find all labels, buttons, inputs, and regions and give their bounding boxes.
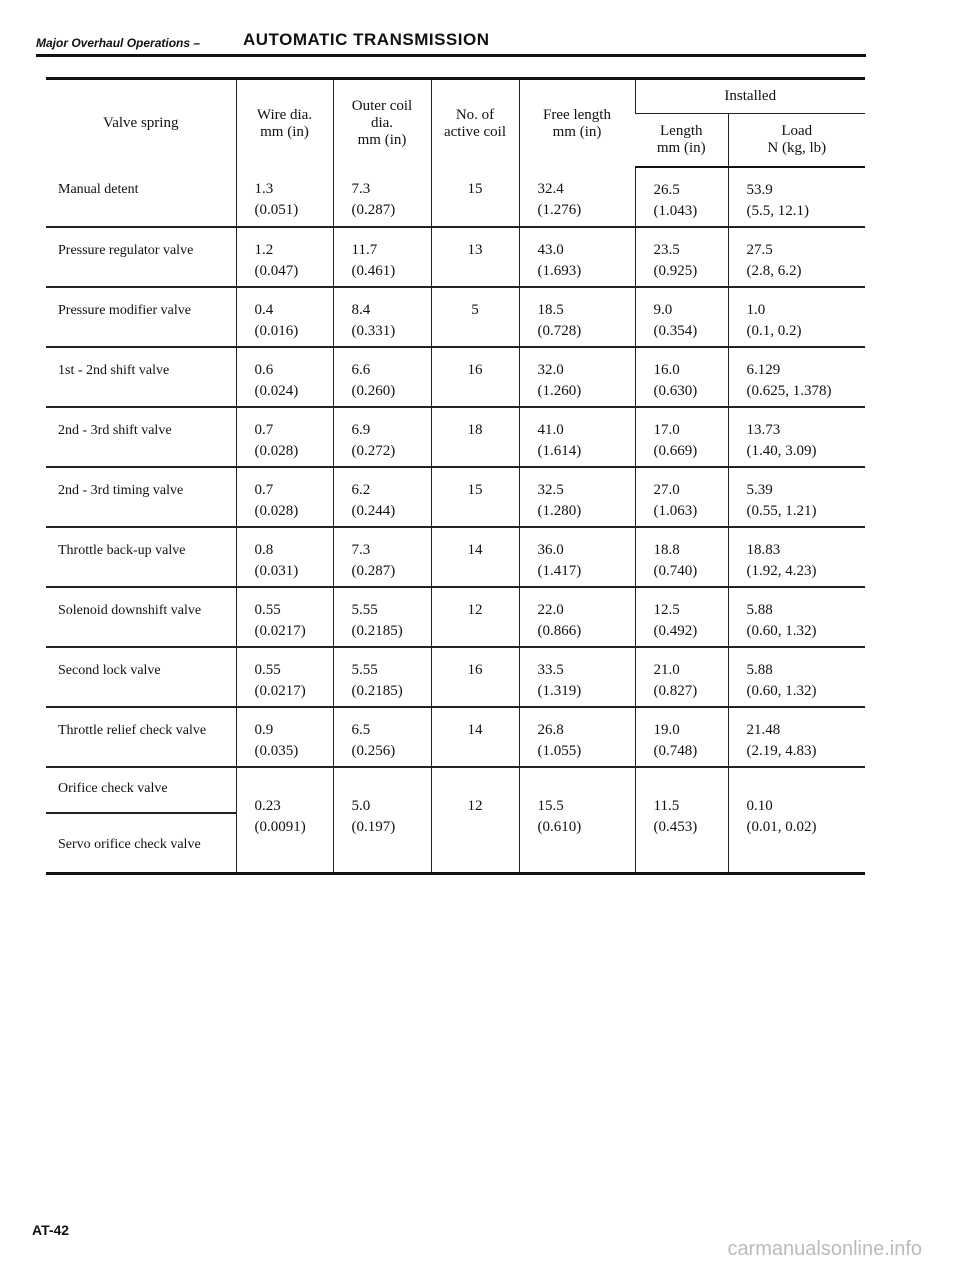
installed-length-cell: 18.8 (0.740) [635,527,728,587]
valve-name-cell: Solenoid downshift valve [46,587,236,647]
installed-load-cell: 5.88 (0.60, 1.32) [728,587,865,647]
page-title: AUTOMATIC TRANSMISSION [243,30,490,49]
header-installed-load: Load N (kg, lb) [728,114,865,168]
wire-dia-cell: 1.2 (0.047) [236,227,333,287]
outer-coil-cell: 5.0 (0.197) [333,767,431,874]
active-coil-cell: 16 [431,347,519,407]
wire-dia-cell: 0.6 (0.024) [236,347,333,407]
outer-coil-cell: 6.5 (0.256) [333,707,431,767]
valve-name-cell: 1st - 2nd shift valve [46,347,236,407]
installed-length-cell: 11.5 (0.453) [635,767,728,874]
valve-name-cell: Pressure regulator valve [46,227,236,287]
installed-length-cell: 19.0 (0.748) [635,707,728,767]
installed-load-cell: 1.0 (0.1, 0.2) [728,287,865,347]
table-row [46,287,865,347]
outer-coil-cell: 6.6 (0.260) [333,347,431,407]
valve-name-cell: Second lock valve [46,647,236,707]
wire-dia-cell: 0.23 (0.0091) [236,767,333,874]
active-coil-cell: 5 [431,287,519,347]
outer-coil-cell: 6.9 (0.272) [333,407,431,467]
table-row [46,407,865,467]
valve-spring-table [46,77,865,875]
table-row [46,167,865,227]
installed-load-cell: 5.88 (0.60, 1.32) [728,647,865,707]
wire-dia-cell: 0.7 (0.028) [236,407,333,467]
valve-name-cell [46,767,236,874]
table-row-combined [46,767,865,874]
free-length-cell: 15.5 (0.610) [519,767,635,874]
installed-load-cell: 0.10 (0.01, 0.02) [728,767,865,874]
valve-name-cell: Manual detent [46,167,236,227]
valve-name-cell: Pressure modifier valve [46,287,236,347]
header-installed-length: Length mm (in) [635,114,728,168]
installed-load-cell: 13.73 (1.40, 3.09) [728,407,865,467]
active-coil-cell: 14 [431,527,519,587]
orifice-check-valve-label: Orifice check valve [58,781,168,796]
wire-dia-cell: 1.3 (0.051) [236,167,333,227]
header-outer-coil-dia: Outer coil dia. mm (in) [333,79,431,168]
outer-coil-cell: 5.55 (0.2185) [333,647,431,707]
active-coil-cell: 12 [431,587,519,647]
active-coil-cell: 18 [431,407,519,467]
valve-name-cell: 2nd - 3rd timing valve [46,467,236,527]
free-length-cell: 32.4 (1.276) [519,167,635,227]
free-length-cell: 32.0 (1.260) [519,347,635,407]
page-number: AT-42 [32,1222,70,1238]
installed-length-cell: 9.0 (0.354) [635,287,728,347]
outer-coil-cell: 6.2 (0.244) [333,467,431,527]
free-length-cell: 26.8 (1.055) [519,707,635,767]
wire-dia-cell: 0.7 (0.028) [236,467,333,527]
row-divider [46,812,236,814]
wire-dia-cell: 0.8 (0.031) [236,527,333,587]
active-coil-cell: 14 [431,707,519,767]
section-label: Major Overhaul Operations – [36,36,201,50]
table-row [46,707,865,767]
wire-dia-cell: 0.55 (0.0217) [236,587,333,647]
outer-coil-cell: 5.55 (0.2185) [333,587,431,647]
servo-orifice-check-valve-label: Servo orifice check valve [58,837,201,852]
free-length-cell: 41.0 (1.614) [519,407,635,467]
header-rule [36,54,866,57]
outer-coil-cell: 7.3 (0.287) [333,167,431,227]
header-wire-dia: Wire dia. mm (in) [236,79,333,168]
outer-coil-cell: 11.7 (0.461) [333,227,431,287]
header-free-length: Free length mm (in) [519,79,635,168]
active-coil-cell: 15 [431,467,519,527]
outer-coil-cell: 8.4 (0.331) [333,287,431,347]
outer-coil-cell: 7.3 (0.287) [333,527,431,587]
valve-name-cell: Throttle back-up valve [46,527,236,587]
header-installed: Installed [635,79,865,114]
active-coil-cell: 15 [431,167,519,227]
free-length-cell: 36.0 (1.417) [519,527,635,587]
active-coil-cell: 16 [431,647,519,707]
installed-length-cell: 26.5 (1.043) [635,167,728,227]
free-length-cell: 18.5 (0.728) [519,287,635,347]
installed-length-cell: 17.0 (0.669) [635,407,728,467]
table-row [46,227,865,287]
installed-load-cell: 27.5 (2.8, 6.2) [728,227,865,287]
table-body [46,167,865,874]
wire-dia-cell: 0.55 (0.0217) [236,647,333,707]
table-row [46,647,865,707]
installed-length-cell: 21.0 (0.827) [635,647,728,707]
free-length-cell: 22.0 (0.866) [519,587,635,647]
installed-load-cell: 5.39 (0.55, 1.21) [728,467,865,527]
header-valve-spring: Valve spring [46,79,236,168]
table-row [46,347,865,407]
installed-length-cell: 12.5 (0.492) [635,587,728,647]
wire-dia-cell: 0.4 (0.016) [236,287,333,347]
free-length-cell: 32.5 (1.280) [519,467,635,527]
wire-dia-cell: 0.9 (0.035) [236,707,333,767]
header-active-coil: No. of active coil [431,79,519,168]
free-length-cell: 33.5 (1.319) [519,647,635,707]
installed-length-cell: 16.0 (0.630) [635,347,728,407]
table-row [46,587,865,647]
watermark: carmanualsonline.info [727,1238,922,1260]
free-length-cell: 43.0 (1.693) [519,227,635,287]
installed-load-cell: 18.83 (1.92, 4.23) [728,527,865,587]
installed-load-cell: 6.129 (0.625, 1.378) [728,347,865,407]
page-header [36,28,864,54]
installed-length-cell: 23.5 (0.925) [635,227,728,287]
valve-name-cell: Throttle relief check valve [46,707,236,767]
valve-name-cell: 2nd - 3rd shift valve [46,407,236,467]
table-row [46,467,865,527]
active-coil-cell: 13 [431,227,519,287]
installed-length-cell: 27.0 (1.063) [635,467,728,527]
installed-load-cell: 53.9 (5.5, 12.1) [728,167,865,227]
installed-load-cell: 21.48 (2.19, 4.83) [728,707,865,767]
active-coil-cell: 12 [431,767,519,874]
table-row [46,527,865,587]
